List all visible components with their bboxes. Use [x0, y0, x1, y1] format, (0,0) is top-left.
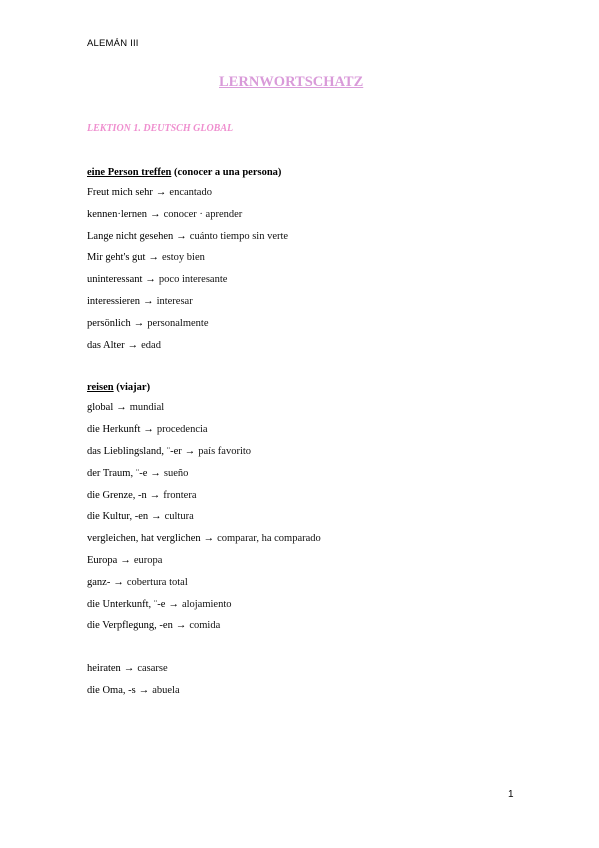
entry-spanish: interesar: [156, 295, 193, 307]
vocab-entry: [87, 576, 517, 598]
vocab-entry: [87, 619, 517, 641]
entry-spanish: estoy bien: [161, 252, 205, 264]
vocab-entry: [87, 295, 517, 317]
entry-german: interessieren: [87, 295, 141, 307]
arrow-icon: →: [150, 467, 161, 479]
arrow-icon: →: [127, 339, 139, 351]
entry-spanish: cobertura total: [126, 576, 188, 588]
entry-german: Freut mich sehr: [87, 187, 153, 198]
entry-german: die Verpflegung, -en: [87, 620, 173, 632]
entry-spanish: edad: [141, 339, 161, 351]
arrow-icon: →: [143, 295, 154, 307]
vocabulary-list: [87, 166, 517, 706]
entry-german: heiraten: [87, 663, 121, 675]
vocab-entry: [87, 467, 517, 489]
section-heading: [87, 381, 517, 401]
vocab-entry: [87, 230, 517, 252]
entry-spanish: encantado: [169, 187, 212, 198]
entry-german: die Herkunft: [87, 424, 141, 436]
entry-spanish: comparar, ha comparado: [217, 533, 321, 545]
entry-german: die Oma, -s: [87, 684, 136, 696]
arrow-icon: →: [148, 252, 159, 264]
entry-german: die Grenze, -n: [87, 489, 147, 501]
arrow-icon: →: [150, 208, 161, 220]
arrow-icon: →: [138, 684, 150, 696]
section-heading: [87, 166, 517, 186]
arrow-icon: →: [113, 576, 124, 588]
document-title: LERNWORTSCHATZ: [219, 74, 364, 90]
entry-spanish: poco interesante: [158, 274, 228, 286]
entry-spanish: personalmente: [147, 317, 209, 329]
entry-german: Lange nicht gesehen: [87, 230, 174, 242]
section-spacer: [87, 360, 517, 381]
entry-spanish: sueño: [163, 467, 189, 479]
entry-german: vergleichen, hat verglichen: [87, 533, 201, 545]
vocab-entry: [87, 317, 517, 339]
entry-spanish: frontera: [163, 489, 197, 501]
entry-german: persönlich: [87, 317, 131, 329]
arrow-icon: →: [143, 424, 154, 436]
entry-german: ganz-: [87, 576, 111, 588]
entry-spanish: comida: [189, 620, 221, 632]
entry-german: uninteressant: [87, 274, 143, 286]
arrow-icon: →: [151, 511, 162, 523]
arrow-icon: →: [176, 230, 187, 242]
arrow-icon: →: [203, 533, 215, 545]
arrow-icon: →: [133, 317, 145, 329]
vocab-entry: [87, 339, 517, 361]
vocab-entry: [87, 401, 517, 423]
vocab-entry: [87, 510, 517, 532]
entry-german: Europa: [87, 554, 118, 566]
vocab-entry: [87, 554, 517, 576]
entry-german: das Lieblingsland, ¨-er: [87, 445, 182, 457]
entry-german: der Traum, ¨-e: [87, 467, 148, 479]
entry-german: global: [87, 402, 114, 414]
entry-spanish: abuela: [152, 684, 180, 696]
arrow-icon: →: [184, 445, 196, 457]
section-misc: [87, 662, 517, 706]
vocab-entry: [87, 489, 517, 511]
entry-spanish: europa: [133, 554, 163, 566]
arrow-icon: →: [168, 598, 179, 610]
entry-spanish: procedencia: [156, 424, 208, 436]
page-header: ALEMÁN III: [87, 38, 139, 49]
arrow-icon: →: [116, 402, 127, 414]
entry-spanish: país favorito: [198, 445, 252, 457]
vocab-entry: [87, 186, 517, 208]
page-number: 1: [508, 789, 514, 800]
arrow-icon: →: [155, 187, 167, 198]
section-reisen: [87, 381, 517, 641]
vocab-entry: [87, 273, 517, 295]
vocab-entry: [87, 251, 517, 273]
entry-german: kennen·lernen: [87, 208, 148, 220]
section-heading-spanish: (viajar): [113, 382, 151, 394]
entry-spanish: conocer · aprender: [163, 208, 243, 220]
vocab-entry: [87, 598, 517, 620]
section-heading-spanish: (conocer a una persona): [171, 167, 282, 178]
arrow-icon: →: [120, 554, 131, 566]
entry-spanish: mundial: [129, 402, 165, 414]
section-spacer: [87, 641, 517, 662]
section-heading-german: eine Person treffen: [87, 167, 172, 178]
entry-german: Mir geht's gut: [87, 252, 146, 264]
vocab-entry: [87, 532, 517, 554]
vocab-entry: [87, 445, 517, 467]
lesson-heading: LEKTION 1. DEUTSCH GLOBAL: [87, 123, 234, 134]
section-heading-german: reisen: [87, 382, 114, 394]
entry-german: das Alter: [87, 339, 125, 351]
entry-spanish: casarse: [137, 663, 168, 675]
arrow-icon: →: [149, 489, 161, 501]
entry-german: die Kultur, -en: [87, 511, 149, 523]
vocab-entry: [87, 208, 517, 230]
arrow-icon: →: [123, 663, 135, 675]
entry-spanish: cuánto tiempo sin verte: [189, 230, 289, 242]
vocab-entry: [87, 662, 517, 684]
arrow-icon: →: [145, 274, 156, 286]
entry-spanish: alojamiento: [181, 598, 232, 610]
entry-spanish: cultura: [164, 511, 194, 523]
vocab-entry: [87, 684, 517, 706]
entry-german: die Unterkunft, ¨-e: [87, 598, 166, 610]
arrow-icon: →: [175, 620, 187, 632]
vocab-entry: [87, 423, 517, 445]
section-eine-person-treffen: [87, 166, 517, 360]
